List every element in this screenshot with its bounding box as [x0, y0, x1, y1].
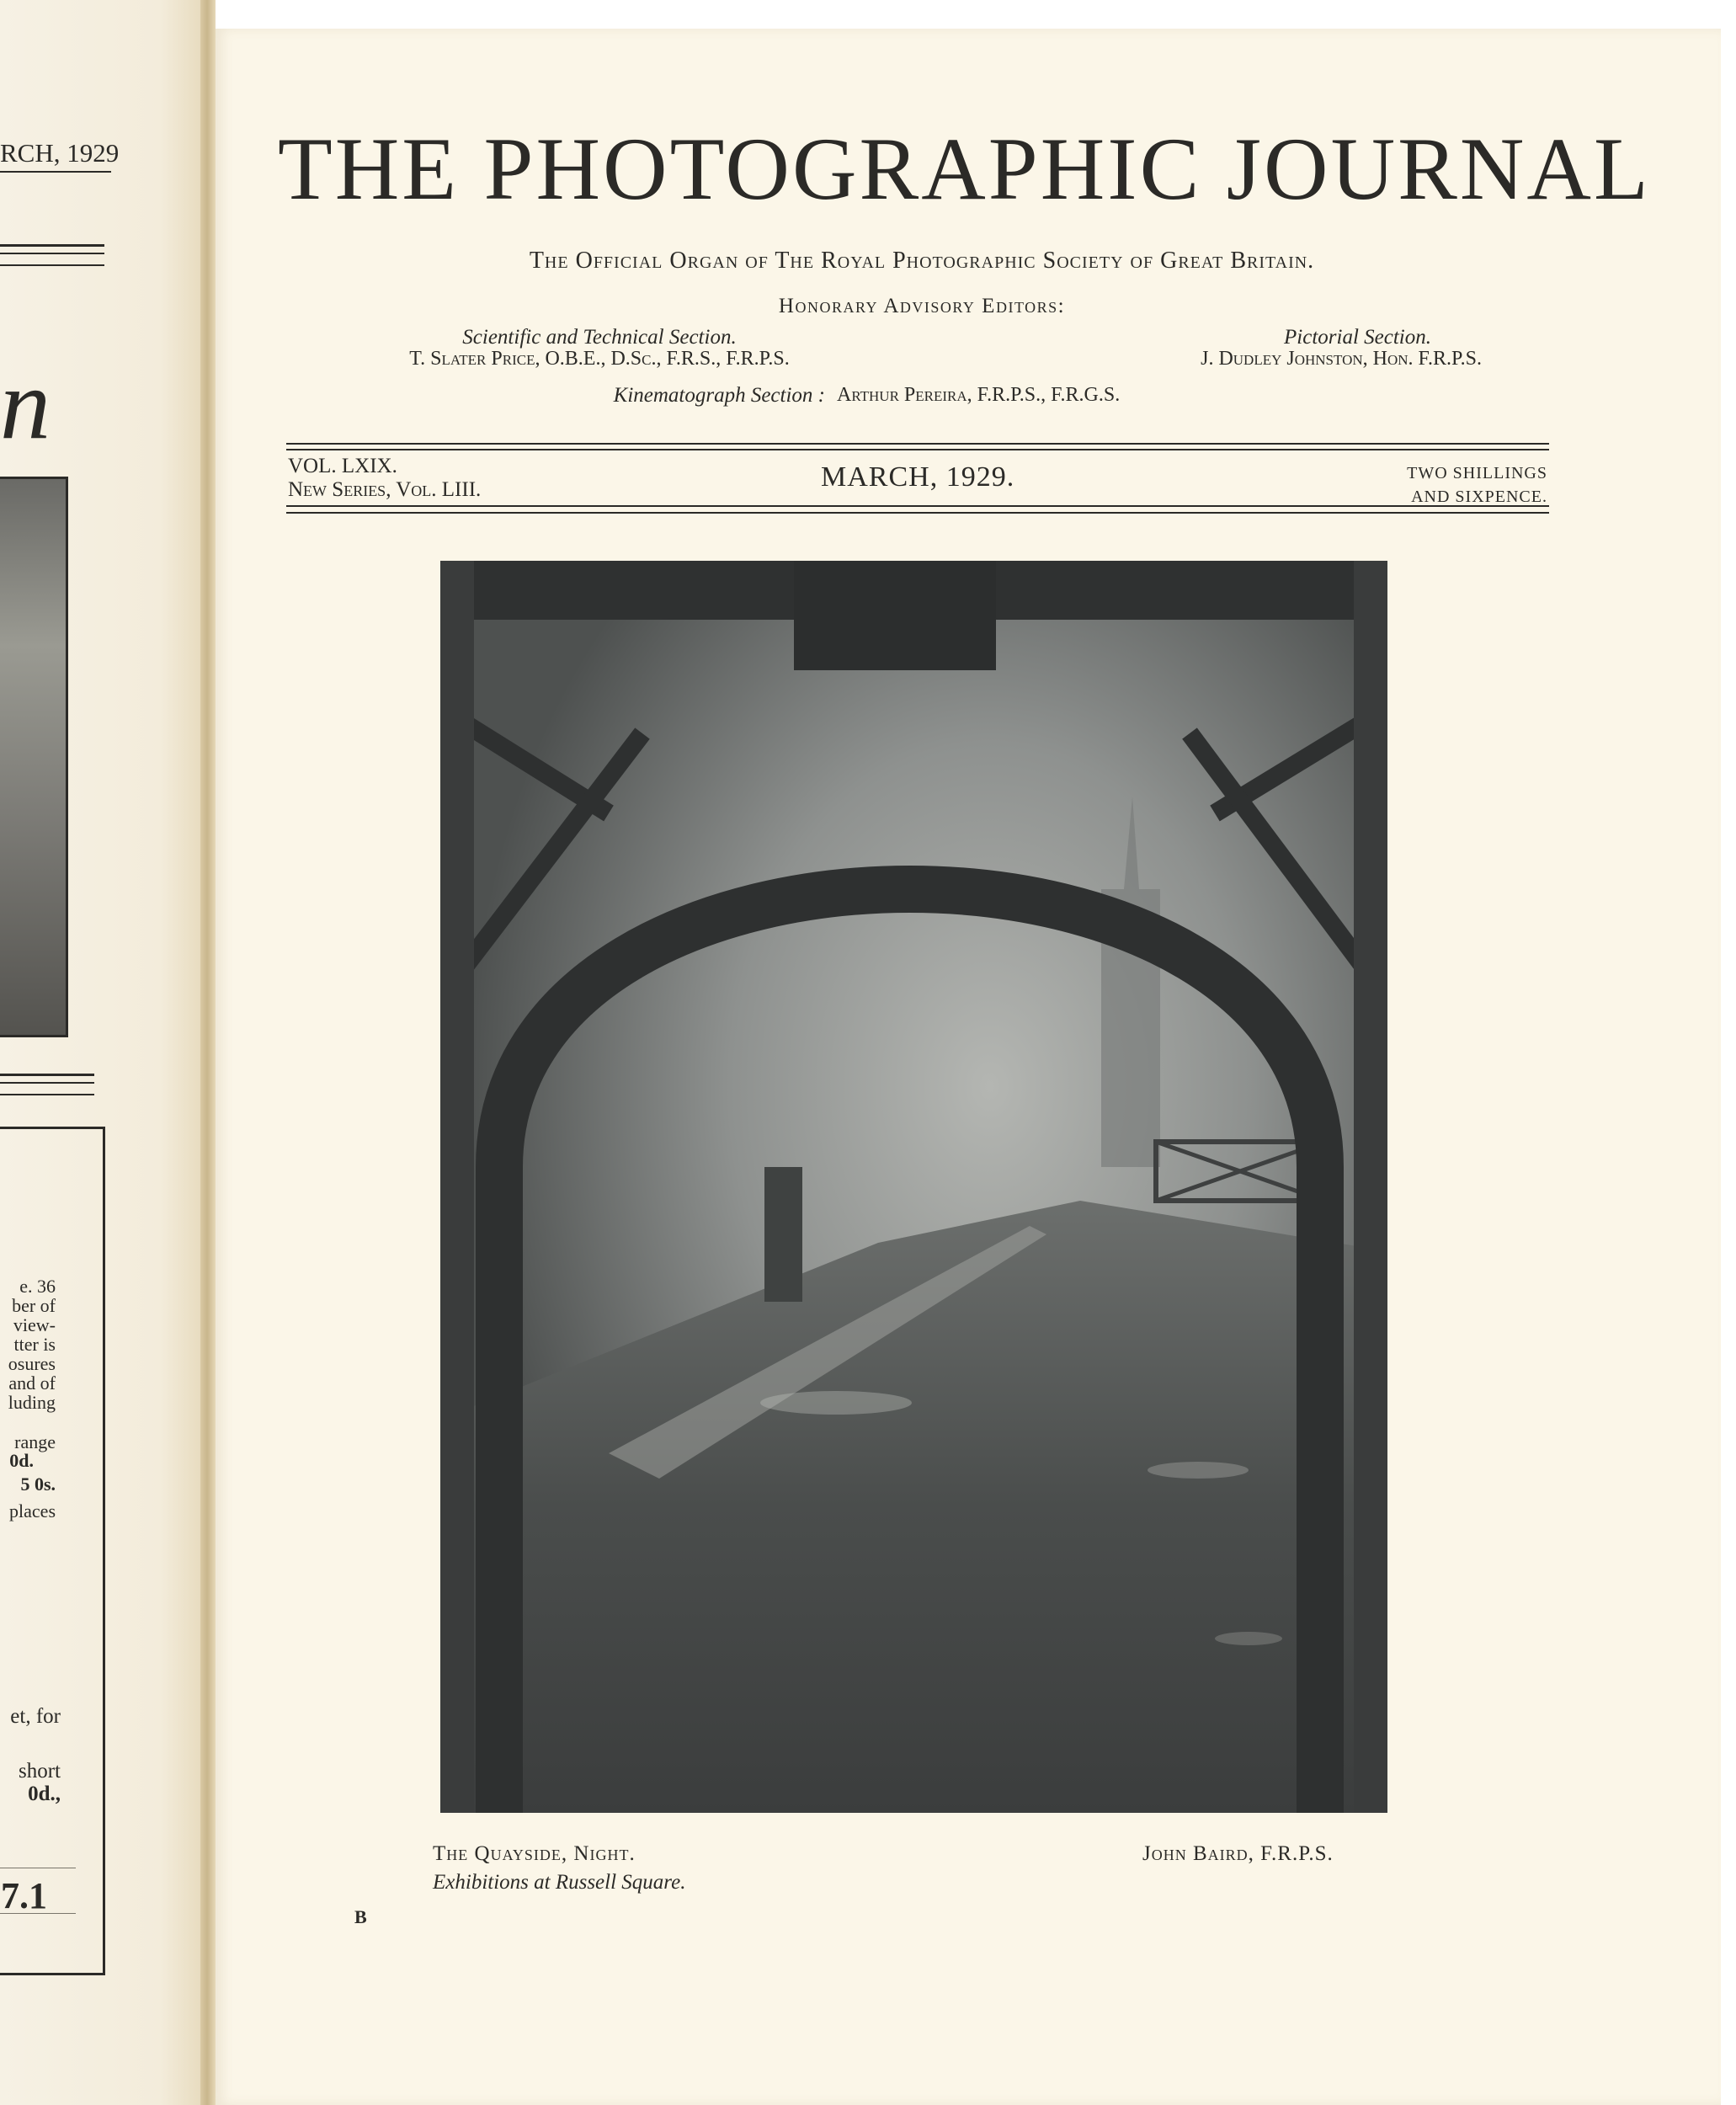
left-text-line: osures	[8, 1353, 56, 1374]
book-spine	[200, 0, 216, 2105]
left-rule	[0, 1082, 94, 1084]
quayside-night-scene	[440, 561, 1387, 1813]
volume-info	[288, 455, 481, 502]
left-text-line: and of	[8, 1372, 56, 1394]
photo-caption-title: The Quayside, Night.	[433, 1842, 636, 1865]
folio-rule-top	[286, 443, 1549, 445]
left-rule	[0, 1094, 94, 1095]
advisory-editors-label: Honorary Advisory Editors:	[778, 295, 1066, 317]
left-footer-fragment: 7.1	[1, 1875, 47, 1916]
left-rule	[0, 171, 111, 173]
pictorial-editor: J. Dudley Johnston, Hon. F.R.P.S.	[1201, 348, 1482, 370]
price-line: AND SIXPENCE.	[1411, 488, 1547, 506]
frontispiece-photograph	[440, 561, 1387, 1813]
issue-date: MARCH, 1929.	[821, 461, 1015, 493]
left-running-head: RCH, 1929	[0, 138, 120, 168]
kinematograph-editor: Arthur Pereira, F.R.P.S., F.R.G.S.	[837, 384, 1121, 406]
price-line: TWO SHILLINGS	[1407, 464, 1547, 482]
left-rule	[0, 253, 104, 254]
photo-credit: John Baird, F.R.P.S.	[1142, 1842, 1334, 1865]
left-text-line: view-	[13, 1314, 56, 1335]
left-text-line: short	[19, 1760, 61, 1783]
issue-price	[1303, 461, 1547, 509]
left-text-line: et, for	[10, 1705, 61, 1728]
pictorial-section-label: Pictorial Section.	[1284, 326, 1431, 349]
journal-subtitle: The Official Organ of The Royal Photographic Society of Great Britain.	[529, 248, 1315, 274]
photo-caption-subtitle: Exhibitions at Russell Square.	[433, 1871, 686, 1894]
volume-number: VOL. LXIX.	[288, 455, 397, 477]
left-text-line: 0d.,	[28, 1783, 61, 1805]
folio-rule-top	[286, 449, 1549, 450]
scientific-section-label: Scientific and Technical Section.	[462, 326, 737, 349]
left-photo-fragment	[0, 477, 68, 1037]
left-text-line: range	[14, 1431, 56, 1452]
left-rule	[0, 244, 104, 247]
journal-title: THE PHOTOGRAPHIC JOURNAL	[278, 120, 1651, 218]
left-price-line: 5 0s.	[20, 1474, 56, 1495]
left-text-line: tter is	[13, 1334, 56, 1355]
kinematograph-section-label: Kinematograph Section :	[613, 384, 825, 407]
left-text-line: luding	[8, 1392, 56, 1413]
scientific-editor: T. Slater Price, O.B.E., D.Sc., F.R.S., F.R.P.S.	[409, 348, 790, 370]
folio-rule-bottom	[286, 512, 1549, 514]
left-price-line: 0d.	[9, 1450, 34, 1471]
left-advert-box	[0, 1127, 105, 1975]
signature-mark: B	[354, 1906, 367, 1927]
left-script-letter: n	[0, 348, 51, 460]
left-rule	[0, 1074, 94, 1076]
series-number: New Series, Vol. LIII.	[288, 478, 482, 501]
left-text-line: e. 36	[19, 1276, 56, 1297]
previous-page	[0, 0, 200, 2105]
left-rule	[0, 264, 104, 266]
left-text-line: places	[9, 1500, 56, 1521]
left-text-line: ber of	[12, 1295, 56, 1316]
